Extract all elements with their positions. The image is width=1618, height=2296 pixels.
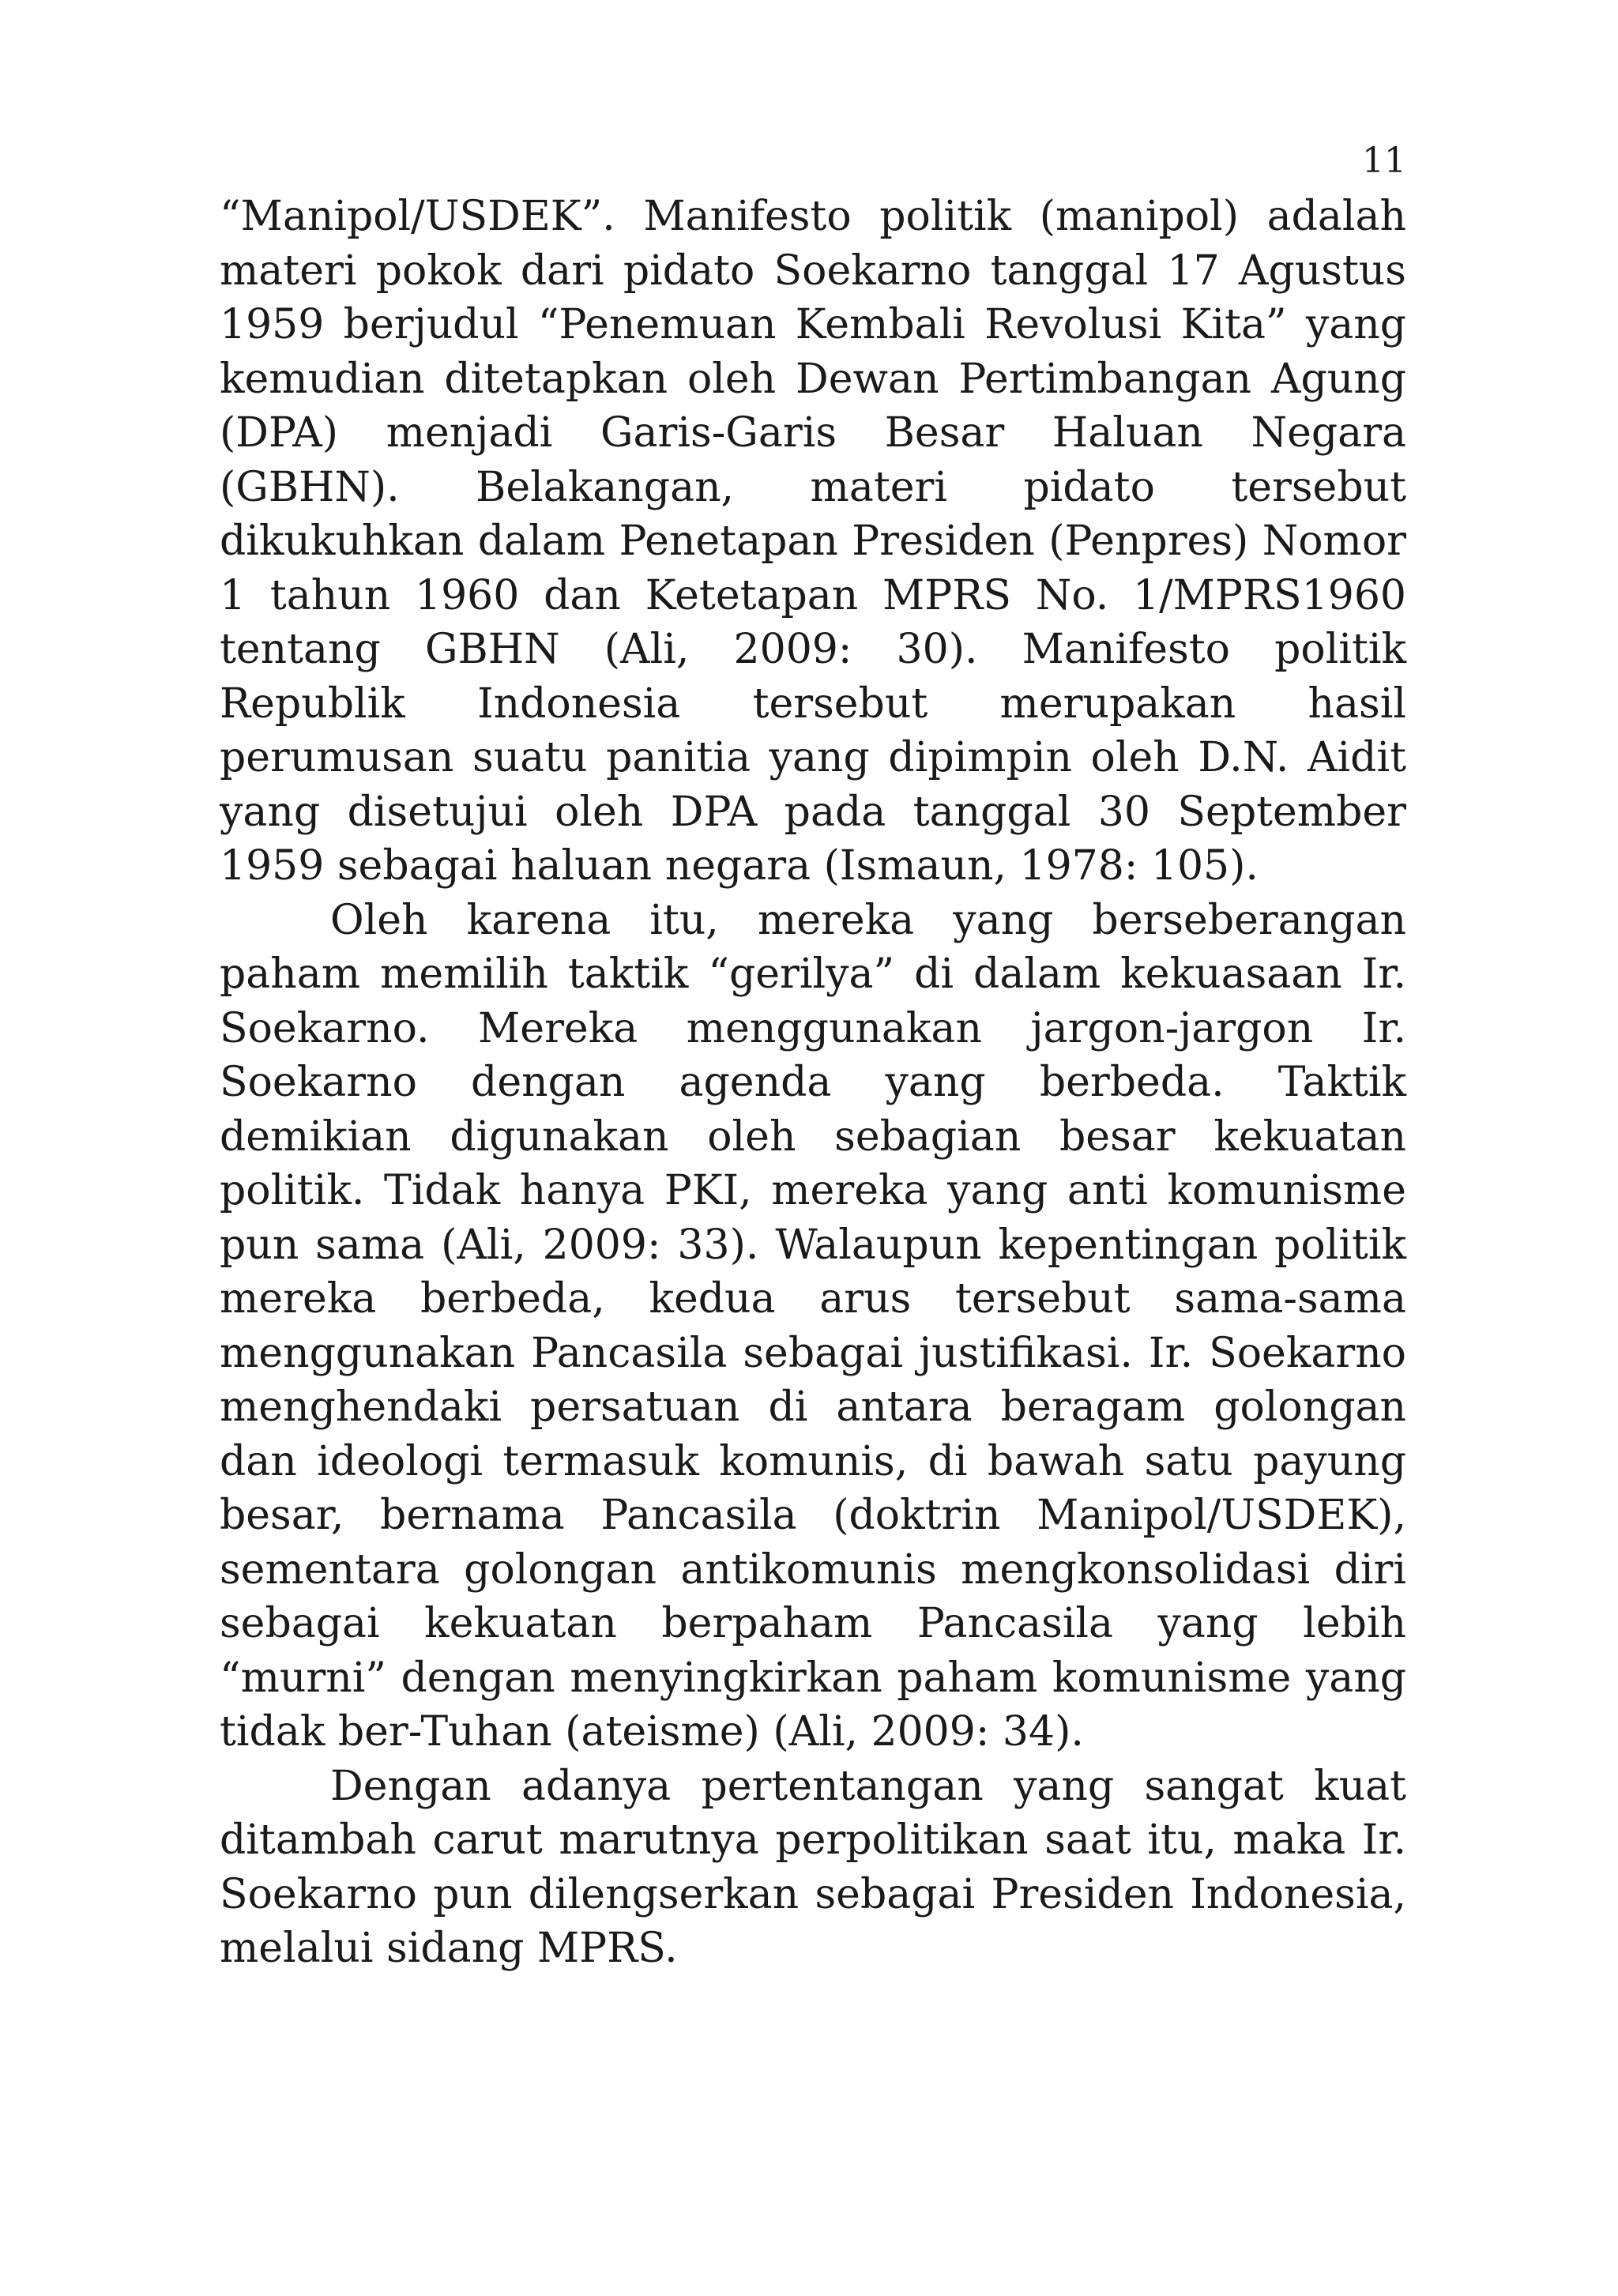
paragraph-1: “Manipol/USDEK”. Manifesto politik (manipol) adalah materi pokok dari pidato Soekarno tanggal 17 Agustus 1959 berjudul “Penemuan Kembali Revolusi Kita” yang kemudian ditetapkan oleh Dewan Pertimbangan Agung (DPA) menjadi Garis-Garis Besar Haluan Negara (GBHN). Belakangan, materi pidato tersebut dikukuhkan dalam Penetapan Presiden (Penpres) Nomor 1 tahun 1960 dan Ketetapan MPRS No. 1/MPRS1960 tentang GBHN (Ali, 2009: 30). Manifesto politik Republik Indonesia tersebut merupakan hasil perumusan suatu panitia yang dipimpin oleh D.N. Aidit yang disetujui oleh DPA pada tanggal 30 September 1959 sebagai haluan negara (Ismaun, 1978: 105).	[220, 193, 1406, 890]
page-number: 11	[1362, 141, 1406, 181]
paragraph-2: Oleh karena itu, mereka yang berseberangan paham memilih taktik “gerilya” di dalam kekuasaan Ir. Soekarno. Mereka menggunakan jargon-jargon Ir. Soekarno dengan agenda yang berbeda. Taktik demikian digunakan oleh sebagian besar kekuatan politik. Tidak hanya PKI, mereka yang anti komunisme pun sama (Ali, 2009: 33). Walaupun kepentingan politik mereka berbeda, kedua arus tersebut sama-sama menggunakan Pancasila sebagai justifikasi. Ir. Soekarno menghendaki persatuan di antara beragam golongan dan ideologi termasuk komunis, di bawah satu payung besar, bernama Pancasila (doktrin Manipol/USDEK), sementara golongan antikomunis mengkonsolidasi diri sebagai kekuatan berpaham Pancasila yang lebih “murni” dengan menyingkirkan paham komunisme yang tidak ber-Tuhan (ateisme) (Ali, 2009: 34).	[220, 896, 1406, 1756]
body-text	[220, 190, 1406, 1976]
paragraph-3: Dengan adanya pertentangan yang sangat kuat ditambah carut marutnya perpolitikan saat itu, maka Ir. Soekarno pun dilengserkan sebagai Presiden Indonesia, melalui sidang MPRS.	[220, 1762, 1406, 1972]
